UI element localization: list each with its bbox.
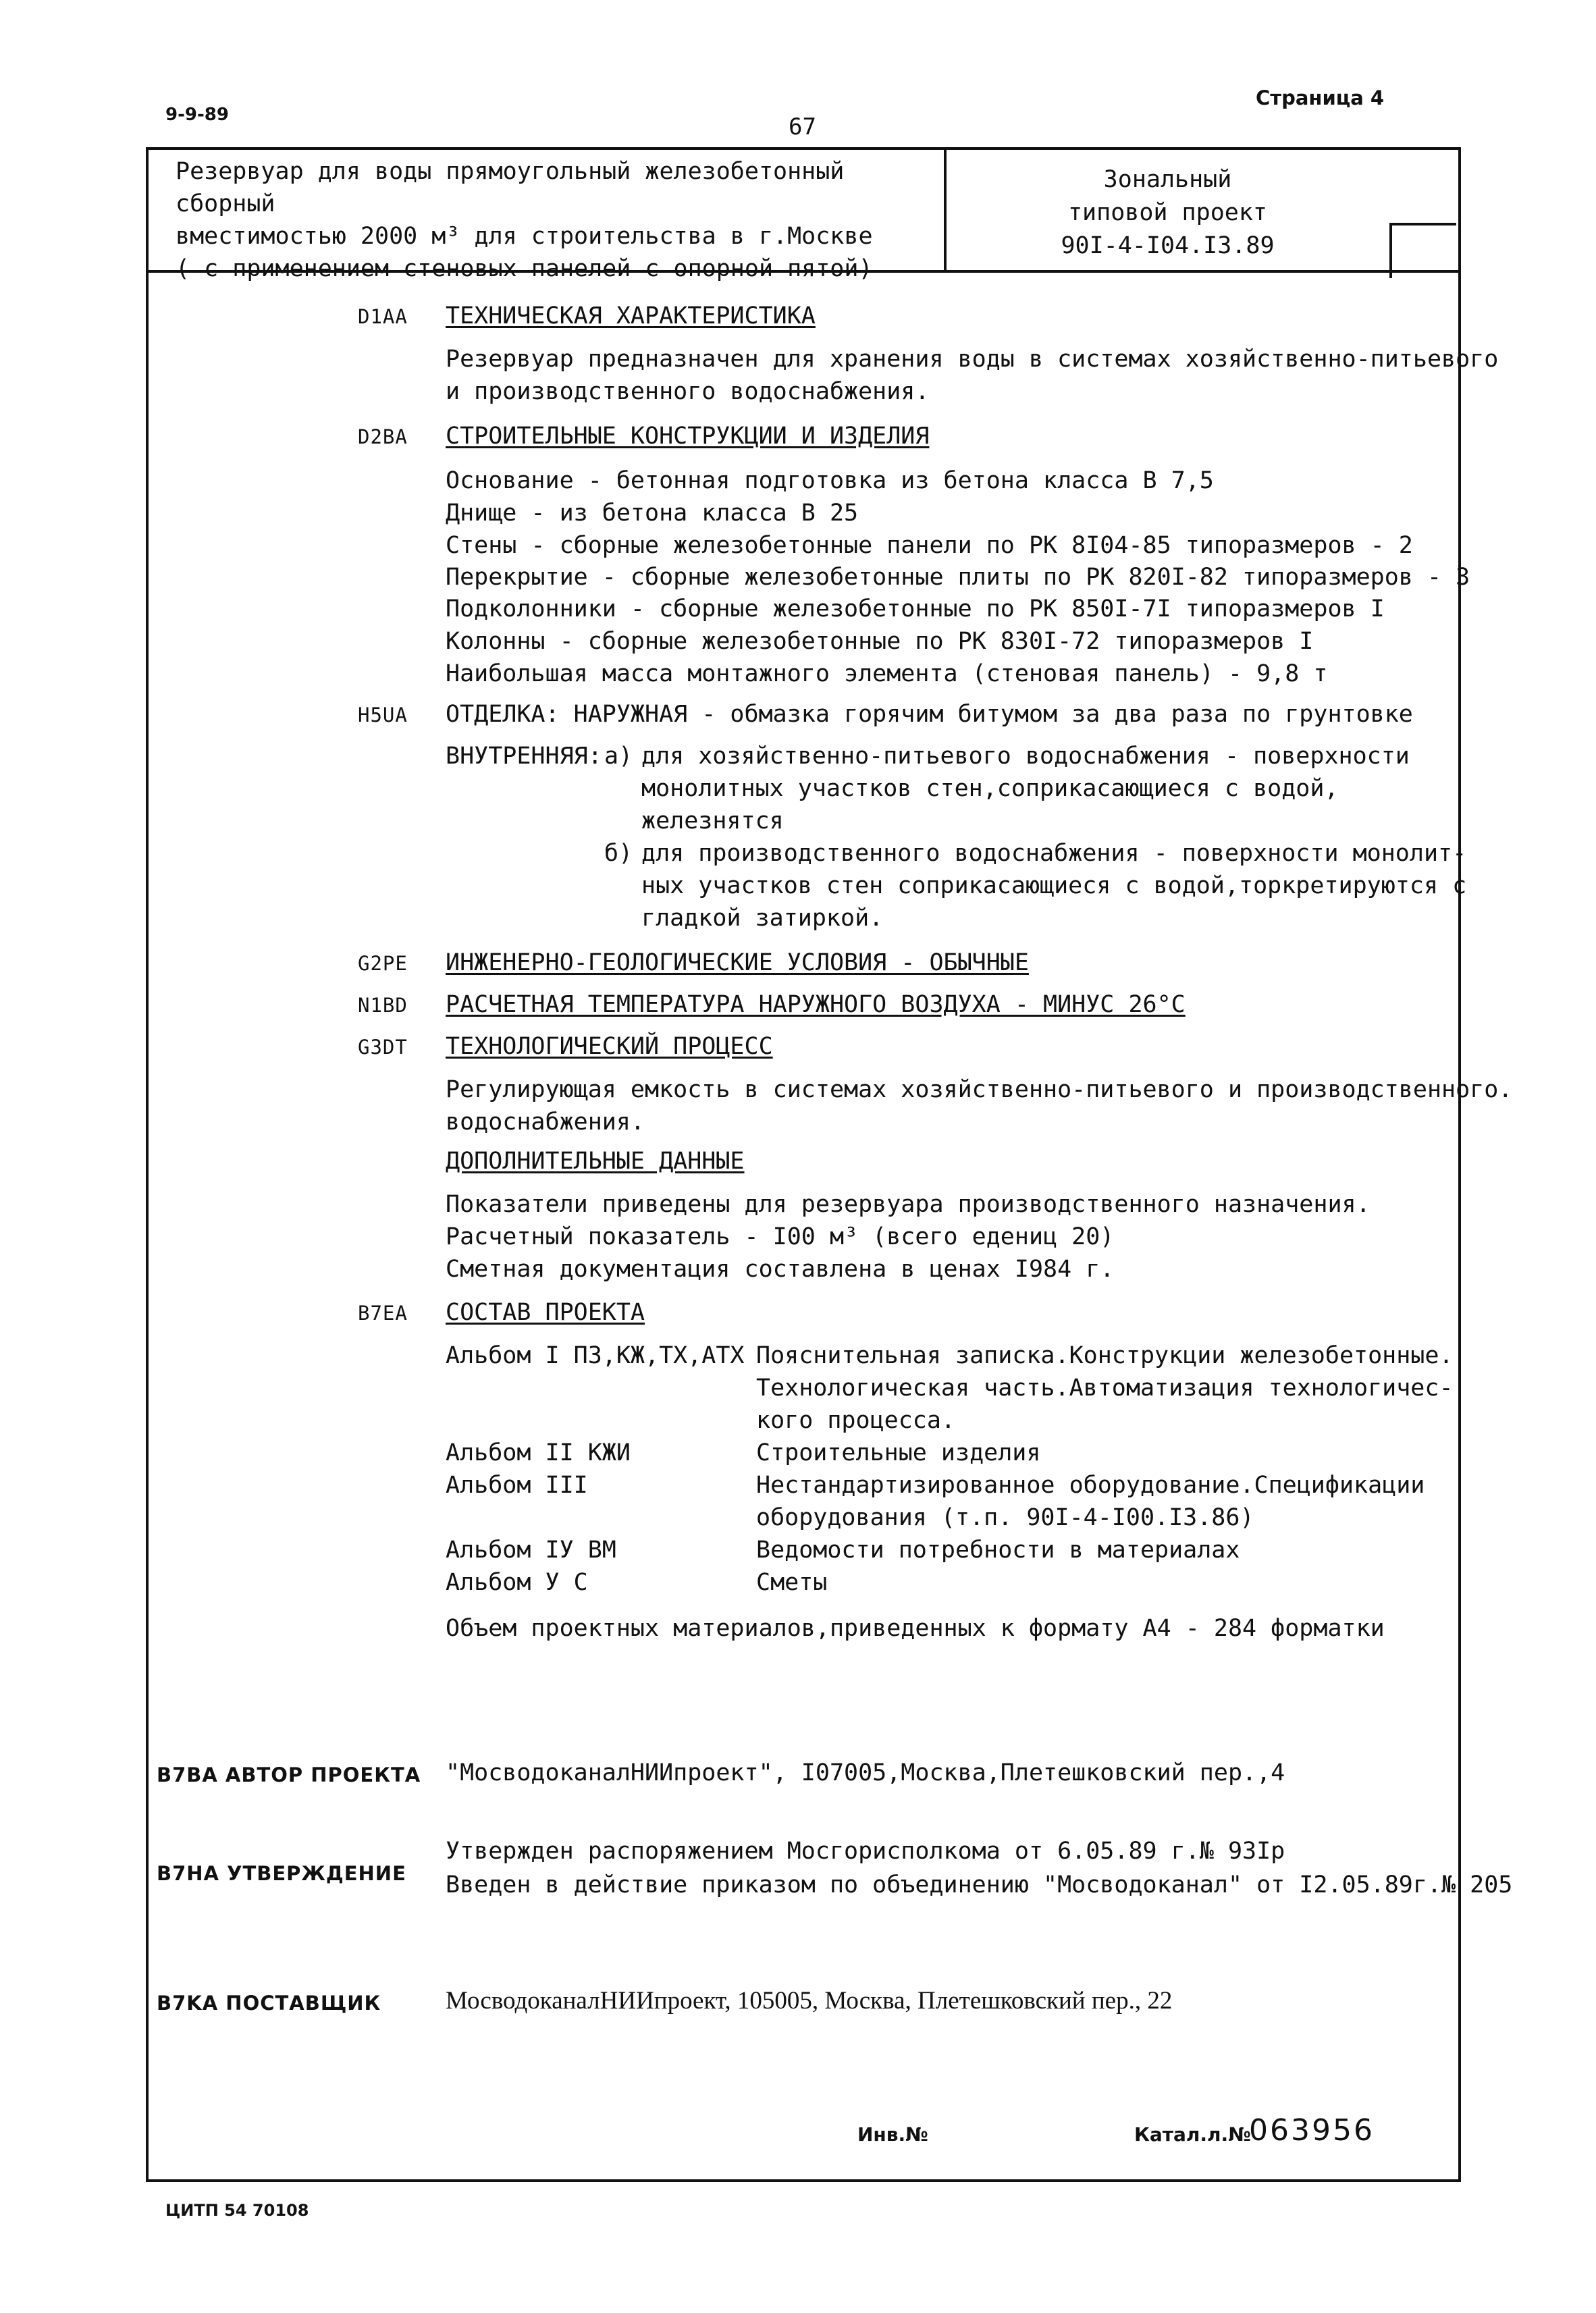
section-code: G2PE: [358, 952, 408, 975]
sheet-number: 67: [789, 113, 816, 140]
text-line: Наибольшая масса монтажного элемента (стеновая панель) - 9,8 т: [446, 660, 1328, 687]
section-heading: РАСЧЕТНАЯ ТЕМПЕРАТУРА НАРУЖНОГО ВОЗДУХА - МИНУС 26°С: [446, 991, 1186, 1018]
text-line: для производственного водоснабжения - поверхности монолит-: [641, 840, 1467, 867]
section-heading: ТЕХНИЧЕСКАЯ ХАРАКТЕРИСТИКА: [446, 302, 816, 329]
title-line: вместимостью 2000 м³ для строительства в г.Москве: [176, 223, 873, 250]
text-line: Регулирующая емкость в системах хозяйственно-питьевого и производственного.: [446, 1076, 1513, 1103]
album-description: Технологическая часть.Автоматизация технологичес-: [756, 1375, 1454, 1402]
approval-label: B7HA УТВЕРЖДЕНИЕ: [157, 1862, 406, 1885]
text-line: для хозяйственно-питьевого водоснабжения - поверхности: [641, 743, 1410, 770]
section-heading: ТЕХНОЛОГИЧЕСКИЙ ПРОЦЕСС: [446, 1033, 773, 1060]
section-heading: ДОПОЛНИТЕЛЬНЫЕ ДАННЫЕ: [446, 1148, 745, 1175]
section-heading: ИНЖЕНЕРНО-ГЕОЛОГИЧЕСКИЕ УСЛОВИЯ - ОБЫЧНЫЕ: [446, 949, 1029, 976]
page-cell: [1389, 223, 1456, 278]
supplier-label: B7KA ПОСТАВЩИК: [157, 1992, 381, 2015]
text-line: Подколонники - сборные железобетонные по РК 850I-7I типоразмеров I: [446, 595, 1385, 622]
section-code: D1AA: [358, 305, 408, 328]
section-code: B7EA: [358, 1302, 408, 1325]
materials-volume: Объем проектных материалов,приведенных к формату А4 - 284 форматки: [446, 1615, 1385, 1642]
project-number: 90I-4-I04.I3.89: [1061, 232, 1275, 259]
section-code: G3DT: [358, 1036, 408, 1059]
text-line: гладкой затиркой.: [641, 905, 884, 932]
album-name: Альбом У С: [446, 1569, 588, 1596]
section-heading: СОСТАВ ПРОЕКТА: [446, 1299, 645, 1326]
printer-mark: ЦИТП 54 70108: [165, 2201, 309, 2220]
text-line: Резервуар предназначен для хранения воды в системах хозяйственно-питьевого: [446, 346, 1499, 373]
text-line: Сметная документация составлена в ценах I984 г.: [446, 1256, 1115, 1283]
project-line: типовой проект: [1067, 199, 1267, 226]
approval-line: Введен в действие приказом по объединению "Мосводоканал" от I2.05.89г.№ 205: [446, 1871, 1513, 1898]
author-label: B7BA АВТОР ПРОЕКТА: [157, 1763, 421, 1786]
supplier-text: МосводоканалНИИпроект, 105005, Москва, Плетешковский пер., 22: [446, 1987, 1173, 2015]
album-description: Ведомости потребности в материалах: [756, 1537, 1240, 1564]
text-line: Перекрытие - сборные железобетонные плиты по РК 820I-82 типоразмеров - 3: [446, 564, 1470, 591]
text-line: железнятся: [641, 807, 784, 834]
project-line: Зональный: [1103, 166, 1232, 193]
text-line: Колонны - сборные железобетонные по РК 830I-72 типоразмеров I: [446, 628, 1314, 655]
document-date: 9-9-89: [165, 105, 229, 125]
album-name: Альбом III: [446, 1472, 588, 1499]
page-label: Страница 4: [1256, 86, 1385, 109]
catalog-label: Катал.л.№: [1134, 2123, 1251, 2146]
album-description: Нестандартизированное оборудование.Спецификации: [756, 1472, 1425, 1499]
album-name: Альбом I ПЗ,КЖ,ТХ,АТХ: [446, 1342, 745, 1369]
album-description: Строительные изделия: [756, 1439, 1041, 1466]
text-line: Расчетный показатель - I00 м³ (всего едениц 20): [446, 1223, 1115, 1250]
title-line: ( с применением стеновых панелей с опорной пятой): [176, 255, 873, 282]
catalog-number: 063956: [1249, 2113, 1375, 2148]
album-name: Альбом II КЖИ: [446, 1439, 631, 1466]
section-code: N1BD: [358, 994, 408, 1017]
text-line: и производственного водоснабжения.: [446, 378, 930, 405]
text-line: водоснабжения.: [446, 1109, 645, 1136]
item-marker: а): [604, 743, 633, 770]
text-line: ных участков стен соприкасающиеся с водой,торкретируются с: [641, 872, 1467, 899]
section-code: D2BA: [358, 425, 408, 448]
author-text: "МосводоканалНИИпроект", I07005,Москва,Плетешковский пер.,4: [446, 1759, 1285, 1786]
section-heading: ОТДЕЛКА: НАРУЖНАЯ - обмазка горячим битумом за два раза по грунтовке: [446, 701, 1413, 728]
section-code: H5UA: [358, 703, 408, 726]
album-description: оборудования (т.п. 90I-4-I00.I3.86): [756, 1504, 1254, 1531]
project-designation: [947, 150, 1389, 270]
approval-line: Утвержден распоряжением Мосгорисполкома от 6.05.89 г.№ 93Iр: [446, 1838, 1285, 1865]
text-line: Показатели приведены для резервуара производственного назначения.: [446, 1191, 1371, 1218]
album-description: Сметы: [756, 1569, 828, 1596]
text-line: Основание - бетонная подготовка из бетона класса В 7,5: [446, 467, 1214, 494]
item-marker: б): [604, 840, 633, 867]
title-block: [146, 147, 1461, 282]
inventory-label: Инв.№: [857, 2123, 928, 2146]
text-line: Днище - из бетона класса В 25: [446, 500, 859, 527]
text-line: монолитных участков стен,соприкасающиеся с водой,: [641, 775, 1339, 802]
title-line: Резервуар для воды прямоугольный железобетонный сборный: [176, 158, 845, 217]
document-title: [149, 150, 947, 282]
album-description: Пояснительная записка.Конструкции железобетонные.: [756, 1342, 1454, 1369]
text-line: Стены - сборные железобетонные панели по РК 8I04-85 типоразмеров - 2: [446, 532, 1413, 559]
internal-label: ВНУТРЕННЯЯ:: [446, 743, 602, 770]
album-description: кого процесса.: [756, 1407, 956, 1434]
section-heading: СТРОИТЕЛЬНЫЕ КОНСТРУКЦИИ И ИЗДЕЛИЯ: [446, 423, 930, 450]
album-name: Альбом IУ ВМ: [446, 1537, 616, 1564]
